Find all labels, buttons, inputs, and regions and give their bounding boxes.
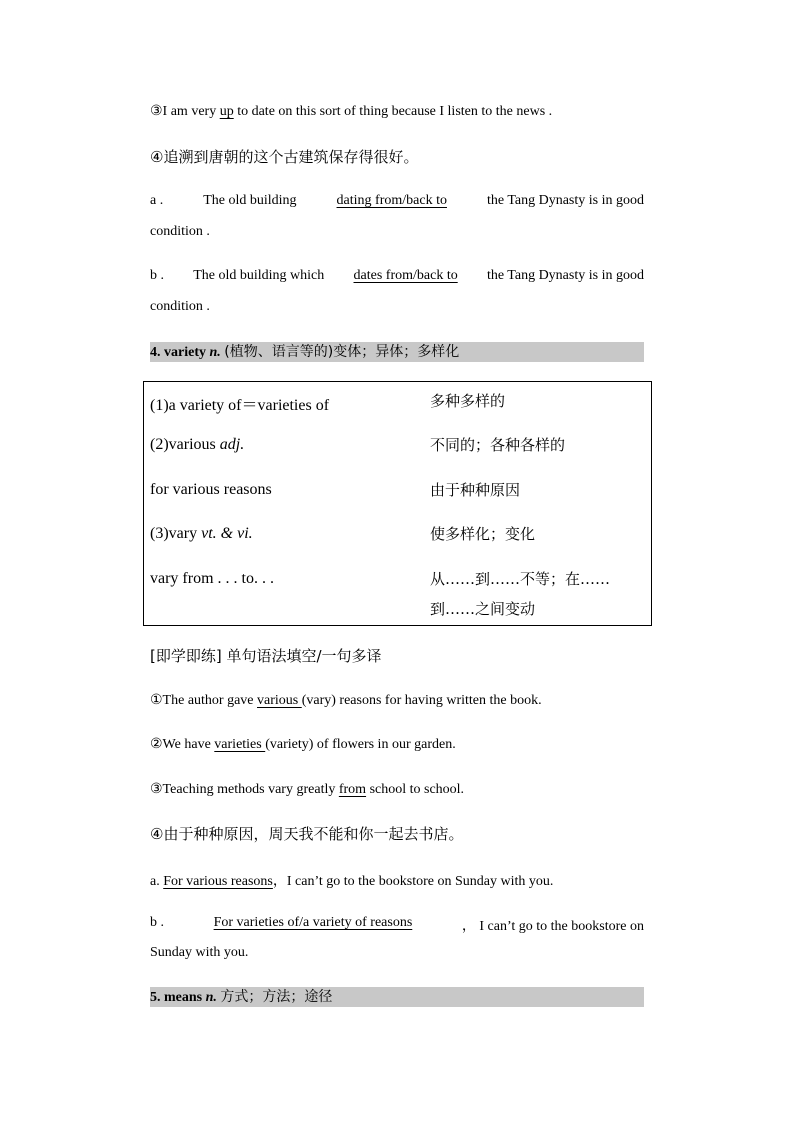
answer-for-varieties-of: For varieties of/a variety of reasons (213, 915, 413, 930)
practice-a-rest: ，I can’t go to the bookstore on Sunday with you. (272, 874, 554, 889)
table-row-2-term: (2)various (150, 436, 220, 453)
heading-meaning: (植物、语言等的)变体；异体；多样化 (224, 344, 460, 360)
translation-b-rest: the Tang Dynasty is in good (486, 268, 644, 283)
practice-q1-text: ①The author gave (150, 693, 258, 708)
table-row-1-en: (1)a variety of＝varieties of (150, 397, 330, 414)
sentence-4-chinese: ④追溯到唐朝的这个古建筑保存得很好。 (150, 148, 419, 166)
table-row-5-zh: 从……到……不等；在…… (430, 570, 611, 588)
practice-b (150, 915, 644, 935)
practice-q2-text: ②We have (150, 737, 215, 752)
table-row-5-zh-cont: 到……之间变动 (430, 600, 536, 618)
sentence-3-text: ③I am very (150, 104, 220, 119)
heading-means (150, 987, 644, 1007)
usage-table (143, 381, 652, 626)
sentence-3 (150, 103, 644, 120)
table-row-4-en (150, 525, 253, 543)
answer-dating-from: dating from/back to (336, 193, 447, 208)
label-a: a . (150, 193, 164, 208)
practice-header: [即学即练] 单句语法填空/一句多译 (150, 647, 382, 665)
answer-dates-from: dates from/back to (353, 268, 458, 283)
heading-5-word: means (164, 990, 203, 1005)
table-row-2-zh: 不同的；各种各样的 (430, 436, 566, 454)
translation-a (150, 193, 644, 209)
practice-q3-rest: school to school. (366, 782, 465, 797)
heading-5-pos: n. (205, 990, 217, 1005)
heading-word: variety (164, 345, 206, 360)
practice-label-a: a. (150, 874, 164, 889)
translation-b (150, 268, 644, 284)
answer-varieties: varieties (214, 737, 266, 752)
translation-b-cont: condition . (150, 299, 210, 314)
table-row-4-pos: vt. & vi. (201, 525, 253, 542)
practice-b-rest: ， I can’t go to the bookstore on (461, 919, 644, 934)
table-row-5-en: vary from . . . to. . . (150, 570, 274, 587)
practice-a (150, 870, 644, 890)
heading-pos: n. (209, 345, 221, 360)
table-row-2-en (150, 436, 244, 454)
heading-number: 4. (150, 345, 161, 360)
practice-q1-rest: (vary) reasons for having written the book. (301, 693, 542, 708)
practice-label-b: b . (150, 915, 164, 930)
practice-q3 (150, 781, 644, 798)
table-row-3-zh: 由于种种原因 (430, 481, 521, 499)
translation-a-cont: condition . (150, 224, 210, 239)
heading-5-number: 5. (150, 990, 161, 1005)
answer-for-various-reasons: For various reasons (163, 874, 273, 889)
answer-various: various (257, 693, 302, 708)
practice-q1 (150, 692, 644, 709)
answer-from: from (338, 782, 367, 797)
translation-a-rest: the Tang Dynasty is in good (486, 193, 644, 208)
table-row-4-zh: 使多样化；变化 (430, 525, 536, 543)
table-row-4-term: (3)vary (150, 525, 202, 542)
label-b: b . (150, 268, 164, 283)
table-row-2-pos: adj. (219, 436, 245, 453)
practice-q3-text: ③Teaching methods vary greatly (150, 782, 339, 797)
practice-b-cont: Sunday with you. (150, 945, 249, 960)
translation-b-text: The old building which (193, 268, 325, 283)
practice-q4-chinese: ④由于种种原因，周天我不能和你一起去书店。 (150, 825, 464, 843)
heading-variety (150, 342, 644, 362)
practice-q2-rest: (variety) of flowers in our garden. (265, 737, 456, 752)
practice-q2 (150, 736, 644, 753)
translation-a-text: The old building (203, 193, 297, 208)
answer-up: up (219, 104, 234, 119)
heading-5-meaning: 方式；方法；途径 (220, 989, 333, 1005)
sentence-3-rest: to date on this sort of thing because I listen to the news . (233, 104, 553, 119)
table-row-3-en: for various reasons (150, 481, 272, 498)
table-row-1-zh: 多种多样的 (430, 392, 506, 410)
